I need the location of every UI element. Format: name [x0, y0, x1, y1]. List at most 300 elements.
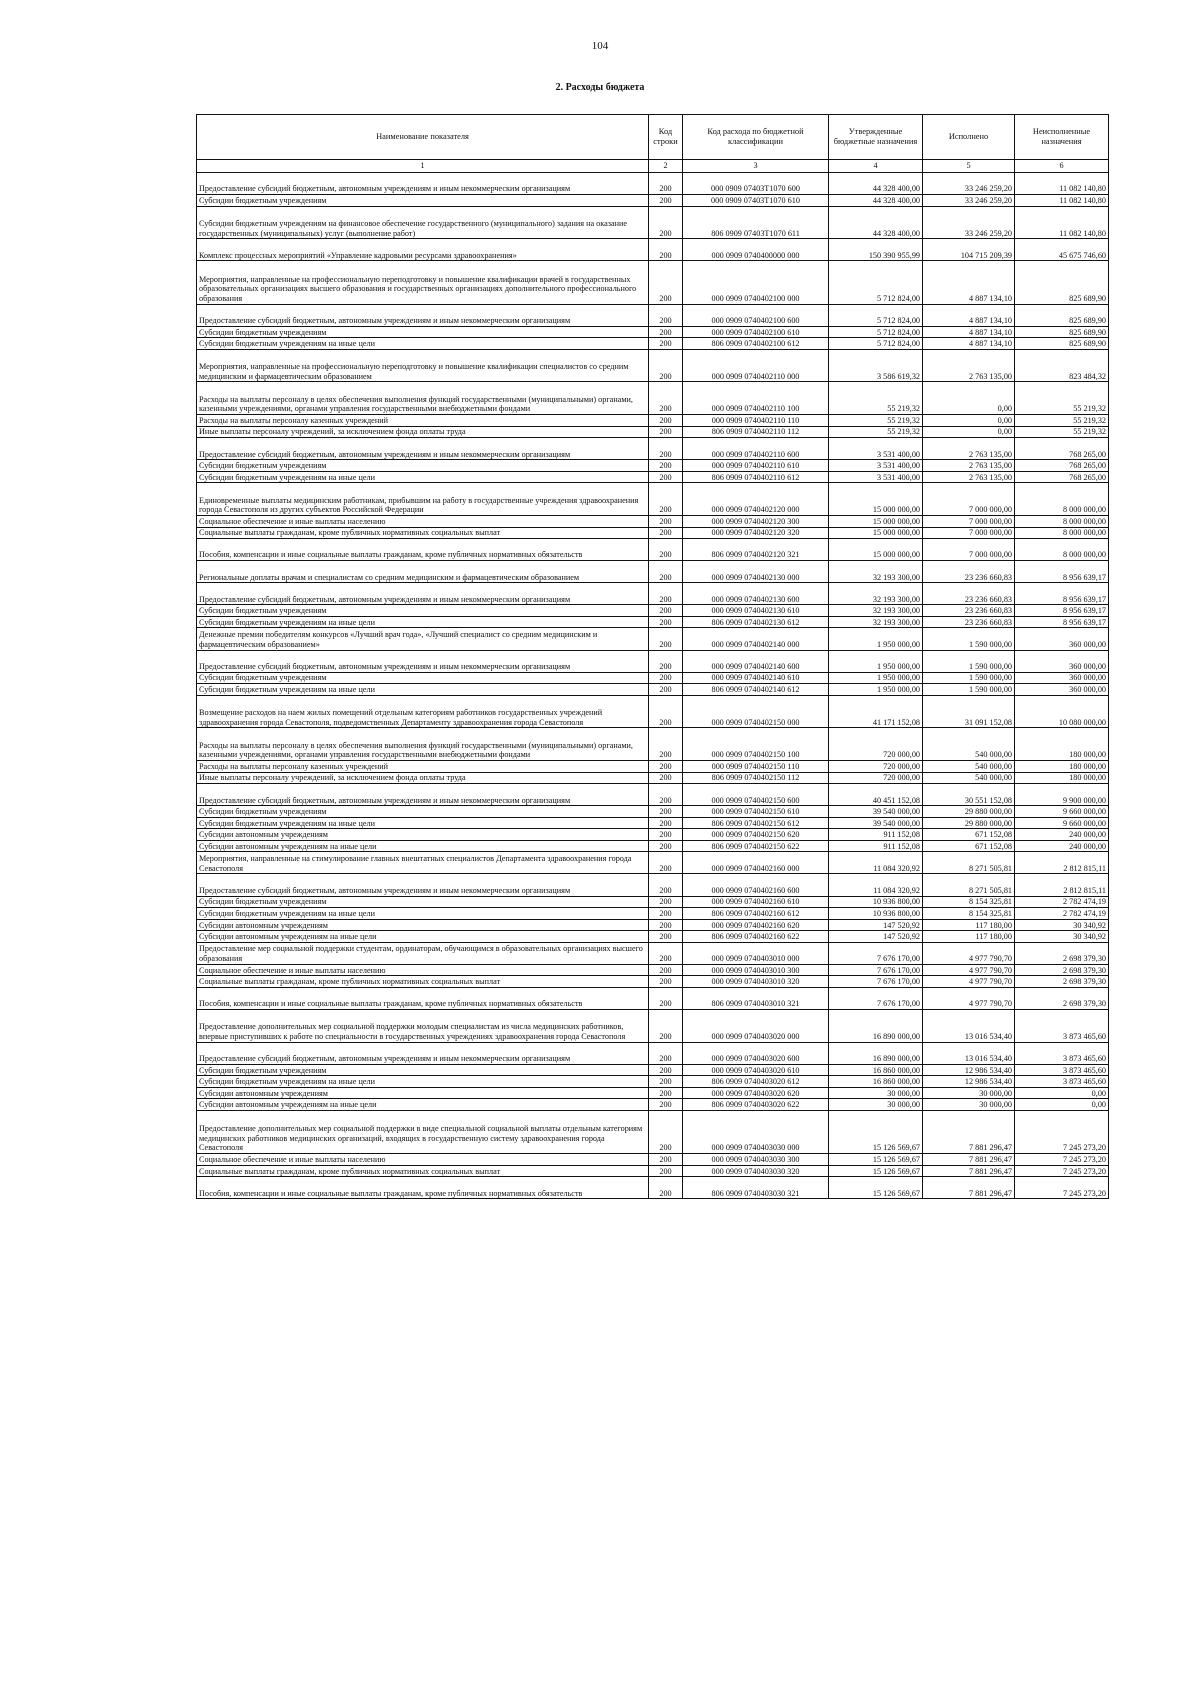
row-name-cell: Предоставление дополнительных мер социальной поддержки молодым специалистам из числа медицинских работников, впервые приступивших к работе по специальности в государственных учреждениях здравоохранения города Севастополя: [197, 1010, 649, 1043]
row-approved-cell: 15 126 569,67: [829, 1177, 923, 1199]
row-approved-cell: 3 586 619,32: [829, 349, 923, 382]
row-line-code-cell: 200: [649, 919, 683, 931]
row-classification-code-cell: 000 0909 0740402150 610: [683, 806, 829, 818]
row-name-cell: Субсидии бюджетным учреждениям на иные цели: [197, 817, 649, 829]
row-approved-cell: 5 712 824,00: [829, 261, 923, 304]
column-number: 6: [1015, 160, 1109, 173]
row-approved-cell: 15 000 000,00: [829, 483, 923, 516]
row-classification-code-cell: 000 0909 0740402140 600: [683, 650, 829, 672]
row-name-cell: Пособия, компенсации и иные социальные выплаты гражданам, кроме публичных нормативных обязательств: [197, 539, 649, 561]
row-name-cell: Социальные выплаты гражданам, кроме публичных нормативных социальных выплат: [197, 976, 649, 988]
row-remaining-cell: 180 000,00: [1015, 728, 1109, 761]
row-line-code-cell: 200: [649, 760, 683, 772]
row-executed-cell: 1 590 000,00: [923, 672, 1015, 684]
row-remaining-cell: 8 000 000,00: [1015, 527, 1109, 539]
row-approved-cell: 1 950 000,00: [829, 684, 923, 696]
row-classification-code-cell: 000 0909 0740402100 600: [683, 304, 829, 326]
row-classification-code-cell: 806 0909 07403Т1070 611: [683, 206, 829, 239]
row-name-cell: Субсидии автономным учреждениям: [197, 919, 649, 931]
table-row: [197, 806, 1109, 818]
row-name-cell: Субсидии бюджетным учреждениям: [197, 326, 649, 338]
row-line-code-cell: 200: [649, 349, 683, 382]
row-name-cell: Социальное обеспечение и иные выплаты населению: [197, 1154, 649, 1166]
row-classification-code-cell: 000 0909 0740402160 000: [683, 852, 829, 874]
column-number: 3: [683, 160, 829, 173]
table-row: [197, 1177, 1109, 1199]
row-classification-code-cell: 000 0909 07403Т1070 600: [683, 173, 829, 195]
row-classification-code-cell: 000 0909 07403Т1070 610: [683, 195, 829, 207]
row-line-code-cell: 200: [649, 304, 683, 326]
row-line-code-cell: 200: [649, 695, 683, 728]
row-approved-cell: 15 126 569,67: [829, 1154, 923, 1166]
row-approved-cell: 1 950 000,00: [829, 650, 923, 672]
row-name-cell: Предоставление субсидий бюджетным, автономным учреждениям и иным некоммерческим организациям: [197, 173, 649, 195]
row-remaining-cell: 825 689,90: [1015, 304, 1109, 326]
header-budget-classification-code: Код расхода по бюджетной классификации: [683, 115, 829, 160]
row-approved-cell: 911 152,08: [829, 829, 923, 841]
row-remaining-cell: 8 000 000,00: [1015, 515, 1109, 527]
row-executed-cell: 1 590 000,00: [923, 650, 1015, 672]
row-classification-code-cell: 000 0909 0740403030 000: [683, 1110, 829, 1153]
table-row: [197, 1076, 1109, 1088]
table-row: [197, 415, 1109, 427]
row-classification-code-cell: 806 0909 0740402130 612: [683, 616, 829, 628]
row-remaining-cell: 3 873 465,60: [1015, 1010, 1109, 1043]
table-row: [197, 628, 1109, 650]
row-classification-code-cell: 806 0909 0740402150 612: [683, 817, 829, 829]
row-executed-cell: 7 000 000,00: [923, 539, 1015, 561]
header-executed: Исполнено: [923, 115, 1015, 160]
row-approved-cell: 30 000,00: [829, 1099, 923, 1111]
row-remaining-cell: 360 000,00: [1015, 650, 1109, 672]
table-row: [197, 561, 1109, 583]
row-line-code-cell: 200: [649, 931, 683, 943]
row-approved-cell: 1 950 000,00: [829, 672, 923, 684]
row-line-code-cell: 200: [649, 338, 683, 350]
table-row: [197, 1087, 1109, 1099]
row-approved-cell: 5 712 824,00: [829, 326, 923, 338]
row-line-code-cell: 200: [649, 728, 683, 761]
table-row: [197, 1064, 1109, 1076]
row-name-cell: Субсидии бюджетным учреждениям на иные цели: [197, 338, 649, 350]
table-row: [197, 728, 1109, 761]
table-row: [197, 874, 1109, 896]
row-name-cell: Мероприятия, направленные на профессиональную переподготовку и повышение квалификации специалистов со средним медицинским и фармацевтическим образованием: [197, 349, 649, 382]
row-classification-code-cell: 806 0909 0740402110 112: [683, 426, 829, 438]
row-remaining-cell: 30 340,92: [1015, 919, 1109, 931]
row-executed-cell: 23 236 660,83: [923, 605, 1015, 617]
section-title: 2. Расходы бюджета: [555, 82, 645, 93]
row-remaining-cell: 240 000,00: [1015, 840, 1109, 852]
row-line-code-cell: 200: [649, 460, 683, 472]
row-name-cell: Социальные выплаты гражданам, кроме публичных нормативных социальных выплат: [197, 1165, 649, 1177]
row-approved-cell: 55 219,32: [829, 415, 923, 427]
row-executed-cell: 4 977 790,70: [923, 987, 1015, 1009]
row-approved-cell: 15 000 000,00: [829, 515, 923, 527]
row-remaining-cell: 360 000,00: [1015, 684, 1109, 696]
row-classification-code-cell: 000 0909 0740403010 000: [683, 942, 829, 964]
row-remaining-cell: 825 689,90: [1015, 261, 1109, 304]
row-name-cell: Субсидии бюджетным учреждениям: [197, 605, 649, 617]
row-executed-cell: 29 880 000,00: [923, 806, 1015, 818]
row-line-code-cell: 200: [649, 784, 683, 806]
table-row: [197, 684, 1109, 696]
row-classification-code-cell: 000 0909 0740402120 320: [683, 527, 829, 539]
row-name-cell: Предоставление субсидий бюджетным, автономным учреждениям и иным некоммерческим организациям: [197, 304, 649, 326]
row-name-cell: Субсидии автономным учреждениям на иные цели: [197, 840, 649, 852]
table-row: [197, 1165, 1109, 1177]
row-executed-cell: 23 236 660,83: [923, 561, 1015, 583]
row-line-code-cell: 200: [649, 583, 683, 605]
row-executed-cell: 7 881 296,47: [923, 1177, 1015, 1199]
row-classification-code-cell: 000 0909 0740403020 610: [683, 1064, 829, 1076]
row-name-cell: Субсидии бюджетным учреждениям: [197, 896, 649, 908]
row-name-cell: Субсидии бюджетным учреждениям: [197, 1064, 649, 1076]
column-number: 1: [197, 160, 649, 173]
table-row: [197, 919, 1109, 931]
row-executed-cell: 0,00: [923, 415, 1015, 427]
row-classification-code-cell: 806 0909 0740402160 622: [683, 931, 829, 943]
row-name-cell: Субсидии автономным учреждениям на иные цели: [197, 1099, 649, 1111]
row-executed-cell: 8 271 505,81: [923, 852, 1015, 874]
row-executed-cell: 7 881 296,47: [923, 1110, 1015, 1153]
row-line-code-cell: 200: [649, 326, 683, 338]
row-classification-code-cell: 000 0909 0740403020 600: [683, 1042, 829, 1064]
row-line-code-cell: 200: [649, 438, 683, 460]
row-remaining-cell: 2 698 379,30: [1015, 964, 1109, 976]
row-approved-cell: 911 152,08: [829, 840, 923, 852]
row-line-code-cell: 200: [649, 539, 683, 561]
row-line-code-cell: 200: [649, 1154, 683, 1166]
table-row: [197, 605, 1109, 617]
row-line-code-cell: 200: [649, 1110, 683, 1153]
row-remaining-cell: 2 698 379,30: [1015, 987, 1109, 1009]
table-row: [197, 908, 1109, 920]
row-executed-cell: 8 154 325,81: [923, 908, 1015, 920]
row-executed-cell: 671 152,08: [923, 829, 1015, 841]
row-executed-cell: 1 590 000,00: [923, 684, 1015, 696]
row-classification-code-cell: 000 0909 0740403030 300: [683, 1154, 829, 1166]
column-number: 2: [649, 160, 683, 173]
table-row: [197, 338, 1109, 350]
row-line-code-cell: 200: [649, 527, 683, 539]
row-executed-cell: 33 246 259,20: [923, 206, 1015, 239]
table-row: [197, 852, 1109, 874]
row-executed-cell: 30 000,00: [923, 1087, 1015, 1099]
row-classification-code-cell: 000 0909 0740402120 300: [683, 515, 829, 527]
row-classification-code-cell: 000 0909 0740400000 000: [683, 239, 829, 261]
row-name-cell: Предоставление субсидий бюджетным, автономным учреждениям и иным некоммерческим организациям: [197, 438, 649, 460]
row-remaining-cell: 7 245 273,20: [1015, 1154, 1109, 1166]
row-classification-code-cell: 000 0909 0740402160 600: [683, 874, 829, 896]
row-executed-cell: 117 180,00: [923, 919, 1015, 931]
row-classification-code-cell: 000 0909 0740402150 100: [683, 728, 829, 761]
row-executed-cell: 8 154 325,81: [923, 896, 1015, 908]
row-executed-cell: 2 763 135,00: [923, 471, 1015, 483]
table-row: [197, 261, 1109, 304]
row-remaining-cell: 768 265,00: [1015, 471, 1109, 483]
row-executed-cell: 30 551 152,08: [923, 784, 1015, 806]
row-line-code-cell: 200: [649, 1042, 683, 1064]
table-row: [197, 772, 1109, 784]
row-classification-code-cell: 000 0909 0740402110 110: [683, 415, 829, 427]
table-row: [197, 1154, 1109, 1166]
row-name-cell: Субсидии бюджетным учреждениям: [197, 806, 649, 818]
row-classification-code-cell: 806 0909 0740402160 612: [683, 908, 829, 920]
row-classification-code-cell: 000 0909 0740403020 620: [683, 1087, 829, 1099]
row-name-cell: Единовременные выплаты медицинским работникам, прибывшим на работу в государственные учреждения здравоохранения города Севастополя из других субъектов Российской Федерации: [197, 483, 649, 516]
row-line-code-cell: 200: [649, 261, 683, 304]
row-remaining-cell: 9 660 000,00: [1015, 806, 1109, 818]
table-header-row: [197, 115, 1109, 160]
row-executed-cell: 7 000 000,00: [923, 515, 1015, 527]
row-classification-code-cell: 000 0909 0740402110 100: [683, 382, 829, 415]
row-remaining-cell: 360 000,00: [1015, 628, 1109, 650]
row-approved-cell: 11 084 320,92: [829, 874, 923, 896]
row-classification-code-cell: 000 0909 0740402100 000: [683, 261, 829, 304]
row-name-cell: Региональные доплаты врачам и специалистам со средним медицинским и фармацевтическим образованием: [197, 561, 649, 583]
row-classification-code-cell: 806 0909 0740403020 612: [683, 1076, 829, 1088]
row-classification-code-cell: 000 0909 0740402110 610: [683, 460, 829, 472]
row-classification-code-cell: 806 0909 0740403020 622: [683, 1099, 829, 1111]
row-remaining-cell: 10 080 000,00: [1015, 695, 1109, 728]
column-number: 4: [829, 160, 923, 173]
row-approved-cell: 15 126 569,67: [829, 1165, 923, 1177]
row-executed-cell: 7 000 000,00: [923, 483, 1015, 516]
row-executed-cell: 31 091 152,08: [923, 695, 1015, 728]
row-executed-cell: 2 763 135,00: [923, 460, 1015, 472]
row-approved-cell: 16 860 000,00: [829, 1064, 923, 1076]
row-executed-cell: 0,00: [923, 426, 1015, 438]
row-name-cell: Возмещение расходов на наем жилых помещений отдельным категориям работников государственных учреждений здравоохранения города Севастополя, подведомственных Департаменту здравоохранения города Севастополя: [197, 695, 649, 728]
table-row: [197, 483, 1109, 516]
table-row: [197, 695, 1109, 728]
row-line-code-cell: 200: [649, 987, 683, 1009]
row-executed-cell: 33 246 259,20: [923, 195, 1015, 207]
row-executed-cell: 12 986 534,40: [923, 1064, 1015, 1076]
table-row: [197, 650, 1109, 672]
row-executed-cell: 8 271 505,81: [923, 874, 1015, 896]
row-executed-cell: 4 887 134,10: [923, 304, 1015, 326]
row-approved-cell: 150 390 955,99: [829, 239, 923, 261]
row-approved-cell: 3 531 400,00: [829, 471, 923, 483]
row-classification-code-cell: 000 0909 0740403030 320: [683, 1165, 829, 1177]
row-approved-cell: 32 193 300,00: [829, 616, 923, 628]
row-name-cell: Предоставление субсидий бюджетным, автономным учреждениям и иным некоммерческим организациям: [197, 1042, 649, 1064]
row-remaining-cell: 823 484,32: [1015, 349, 1109, 382]
row-remaining-cell: 7 245 273,20: [1015, 1110, 1109, 1153]
row-approved-cell: 7 676 170,00: [829, 976, 923, 988]
row-name-cell: Социальное обеспечение и иные выплаты населению: [197, 964, 649, 976]
row-line-code-cell: 200: [649, 483, 683, 516]
row-executed-cell: 540 000,00: [923, 728, 1015, 761]
row-name-cell: Иные выплаты персоналу учреждений, за исключением фонда оплаты труда: [197, 772, 649, 784]
row-remaining-cell: 11 082 140,80: [1015, 173, 1109, 195]
row-name-cell: Субсидии бюджетным учреждениям на финансовое обеспечение государственного (муниципального) задания на оказание государственных (муниципальных) услуг (выполнение работ): [197, 206, 649, 239]
row-approved-cell: 30 000,00: [829, 1087, 923, 1099]
table-row: [197, 1099, 1109, 1111]
table-row: [197, 583, 1109, 605]
row-executed-cell: 4 977 790,70: [923, 976, 1015, 988]
row-approved-cell: 7 676 170,00: [829, 987, 923, 1009]
row-line-code-cell: 200: [649, 471, 683, 483]
row-name-cell: Мероприятия, направленные на профессиональную переподготовку и повышение квалификации врачей в государственных образовательных организациях высшего образования и государственных организациях дополнительного профессионального образования: [197, 261, 649, 304]
row-classification-code-cell: 000 0909 0740402130 000: [683, 561, 829, 583]
row-executed-cell: 2 763 135,00: [923, 438, 1015, 460]
row-line-code-cell: 200: [649, 672, 683, 684]
row-remaining-cell: 45 675 746,60: [1015, 239, 1109, 261]
row-line-code-cell: 200: [649, 628, 683, 650]
row-approved-cell: 39 540 000,00: [829, 806, 923, 818]
row-approved-cell: 32 193 300,00: [829, 561, 923, 583]
row-executed-cell: 13 016 534,40: [923, 1010, 1015, 1043]
table-row: [197, 304, 1109, 326]
row-classification-code-cell: 806 0909 0740402110 612: [683, 471, 829, 483]
table-row: [197, 326, 1109, 338]
table-row: [197, 515, 1109, 527]
row-line-code-cell: 200: [649, 426, 683, 438]
row-line-code-cell: 200: [649, 684, 683, 696]
table-row: [197, 471, 1109, 483]
table-row: [197, 1110, 1109, 1153]
row-approved-cell: 720 000,00: [829, 728, 923, 761]
row-classification-code-cell: 000 0909 0740402120 000: [683, 483, 829, 516]
row-name-cell: Расходы на выплаты персоналу казенных учреждений: [197, 760, 649, 772]
row-name-cell: Субсидии бюджетным учреждениям: [197, 460, 649, 472]
row-remaining-cell: 825 689,90: [1015, 338, 1109, 350]
table-row: [197, 239, 1109, 261]
row-name-cell: Субсидии бюджетным учреждениям на иные цели: [197, 684, 649, 696]
row-remaining-cell: 7 245 273,20: [1015, 1177, 1109, 1199]
row-remaining-cell: 2 782 474,19: [1015, 896, 1109, 908]
row-name-cell: Субсидии автономным учреждениям: [197, 1087, 649, 1099]
row-remaining-cell: 0,00: [1015, 1087, 1109, 1099]
row-line-code-cell: 200: [649, 942, 683, 964]
table-row: [197, 976, 1109, 988]
row-executed-cell: 23 236 660,83: [923, 583, 1015, 605]
header-approved-appropriations: Утвержденные бюджетные назначения: [829, 115, 923, 160]
table-row: [197, 896, 1109, 908]
row-line-code-cell: 200: [649, 1099, 683, 1111]
row-name-cell: Предоставление субсидий бюджетным, автономным учреждениям и иным некоммерческим организациям: [197, 784, 649, 806]
row-remaining-cell: 2 812 815,11: [1015, 874, 1109, 896]
row-approved-cell: 5 712 824,00: [829, 304, 923, 326]
row-remaining-cell: 2 698 379,30: [1015, 976, 1109, 988]
row-approved-cell: 10 936 800,00: [829, 908, 923, 920]
row-classification-code-cell: 000 0909 0740402130 610: [683, 605, 829, 617]
row-name-cell: Предоставление дополнительных мер социальной поддержки в виде специальной социальной выплаты отдельным категориям медицинских работников медицинских организаций, входящих в государственную систему здравоохранения города Севастополя: [197, 1110, 649, 1153]
row-approved-cell: 44 328 400,00: [829, 173, 923, 195]
table-row: [197, 931, 1109, 943]
row-approved-cell: 3 531 400,00: [829, 460, 923, 472]
table-row: [197, 964, 1109, 976]
row-line-code-cell: 200: [649, 605, 683, 617]
row-line-code-cell: 200: [649, 806, 683, 818]
row-name-cell: Пособия, компенсации и иные социальные выплаты гражданам, кроме публичных нормативных обязательств: [197, 1177, 649, 1199]
row-classification-code-cell: 000 0909 0740403010 300: [683, 964, 829, 976]
row-executed-cell: 29 880 000,00: [923, 817, 1015, 829]
row-classification-code-cell: 000 0909 0740403010 320: [683, 976, 829, 988]
row-classification-code-cell: 000 0909 0740402110 600: [683, 438, 829, 460]
row-name-cell: Субсидии автономным учреждениям на иные цели: [197, 931, 649, 943]
row-name-cell: Субсидии бюджетным учреждениям: [197, 195, 649, 207]
row-name-cell: Субсидии бюджетным учреждениям: [197, 672, 649, 684]
row-classification-code-cell: 806 0909 0740402120 321: [683, 539, 829, 561]
row-line-code-cell: 200: [649, 908, 683, 920]
table-row: [197, 173, 1109, 195]
row-approved-cell: 1 950 000,00: [829, 628, 923, 650]
row-name-cell: Социальные выплаты гражданам, кроме публичных нормативных социальных выплат: [197, 527, 649, 539]
row-executed-cell: 13 016 534,40: [923, 1042, 1015, 1064]
row-approved-cell: 44 328 400,00: [829, 195, 923, 207]
row-remaining-cell: 8 956 639,17: [1015, 605, 1109, 617]
row-line-code-cell: 200: [649, 852, 683, 874]
row-line-code-cell: 200: [649, 1177, 683, 1199]
row-classification-code-cell: 000 0909 0740402160 620: [683, 919, 829, 931]
row-line-code-cell: 200: [649, 1165, 683, 1177]
row-name-cell: Предоставление субсидий бюджетным, автономным учреждениям и иным некоммерческим организациям: [197, 583, 649, 605]
table-row: [197, 539, 1109, 561]
row-classification-code-cell: 806 0909 0740402140 612: [683, 684, 829, 696]
row-name-cell: Предоставление мер социальной поддержки студентам, ординаторам, обучающимся в образовательных организациях высшего образования: [197, 942, 649, 964]
row-approved-cell: 32 193 300,00: [829, 583, 923, 605]
row-classification-code-cell: 000 0909 0740402150 110: [683, 760, 829, 772]
row-line-code-cell: 200: [649, 561, 683, 583]
row-remaining-cell: 2 782 474,19: [1015, 908, 1109, 920]
row-classification-code-cell: 806 0909 0740403010 321: [683, 987, 829, 1009]
row-approved-cell: 15 000 000,00: [829, 527, 923, 539]
row-remaining-cell: 180 000,00: [1015, 772, 1109, 784]
row-remaining-cell: 9 660 000,00: [1015, 817, 1109, 829]
row-classification-code-cell: 000 0909 0740402100 610: [683, 326, 829, 338]
row-name-cell: Расходы на выплаты персоналу в целях обеспечения выполнения функций государственными (муниципальными) органами, казенными учреждениями, органами управления государственными внебюджетными фондами: [197, 382, 649, 415]
row-remaining-cell: 55 219,32: [1015, 382, 1109, 415]
row-classification-code-cell: 000 0909 0740402150 600: [683, 784, 829, 806]
table-row: [197, 426, 1109, 438]
row-line-code-cell: 200: [649, 772, 683, 784]
row-approved-cell: 147 520,92: [829, 931, 923, 943]
table-row: [197, 760, 1109, 772]
table-row: [197, 206, 1109, 239]
row-classification-code-cell: 000 0909 0740403020 000: [683, 1010, 829, 1043]
row-remaining-cell: 55 219,32: [1015, 415, 1109, 427]
table-row: [197, 987, 1109, 1009]
row-classification-code-cell: 000 0909 0740402110 000: [683, 349, 829, 382]
row-executed-cell: 1 590 000,00: [923, 628, 1015, 650]
row-remaining-cell: 11 082 140,80: [1015, 195, 1109, 207]
row-line-code-cell: 200: [649, 896, 683, 908]
table-row: [197, 1010, 1109, 1043]
row-remaining-cell: 2 698 379,30: [1015, 942, 1109, 964]
row-classification-code-cell: 806 0909 0740403030 321: [683, 1177, 829, 1199]
row-approved-cell: 55 219,32: [829, 426, 923, 438]
row-line-code-cell: 200: [649, 616, 683, 628]
row-approved-cell: 720 000,00: [829, 760, 923, 772]
row-remaining-cell: 3 873 465,60: [1015, 1076, 1109, 1088]
page-number: 104: [591, 40, 609, 52]
row-name-cell: Предоставление субсидий бюджетным, автономным учреждениям и иным некоммерческим организациям: [197, 874, 649, 896]
row-classification-code-cell: 000 0909 0740402150 620: [683, 829, 829, 841]
row-line-code-cell: 200: [649, 817, 683, 829]
row-name-cell: Денежные премии победителям конкурсов «Лучший врач года», «Лучший специалист со средним медицинским и фармацевтическим образованием»: [197, 628, 649, 650]
row-executed-cell: 12 986 534,40: [923, 1076, 1015, 1088]
row-name-cell: Предоставление субсидий бюджетным, автономным учреждениям и иным некоммерческим организациям: [197, 650, 649, 672]
row-name-cell: Субсидии бюджетным учреждениям на иные цели: [197, 616, 649, 628]
row-name-cell: Комплекс процессных мероприятий «Управление кадровыми ресурсами здравоохранения»: [197, 239, 649, 261]
row-approved-cell: 44 328 400,00: [829, 206, 923, 239]
row-line-code-cell: 200: [649, 874, 683, 896]
row-name-cell: Субсидии бюджетным учреждениям на иные цели: [197, 471, 649, 483]
